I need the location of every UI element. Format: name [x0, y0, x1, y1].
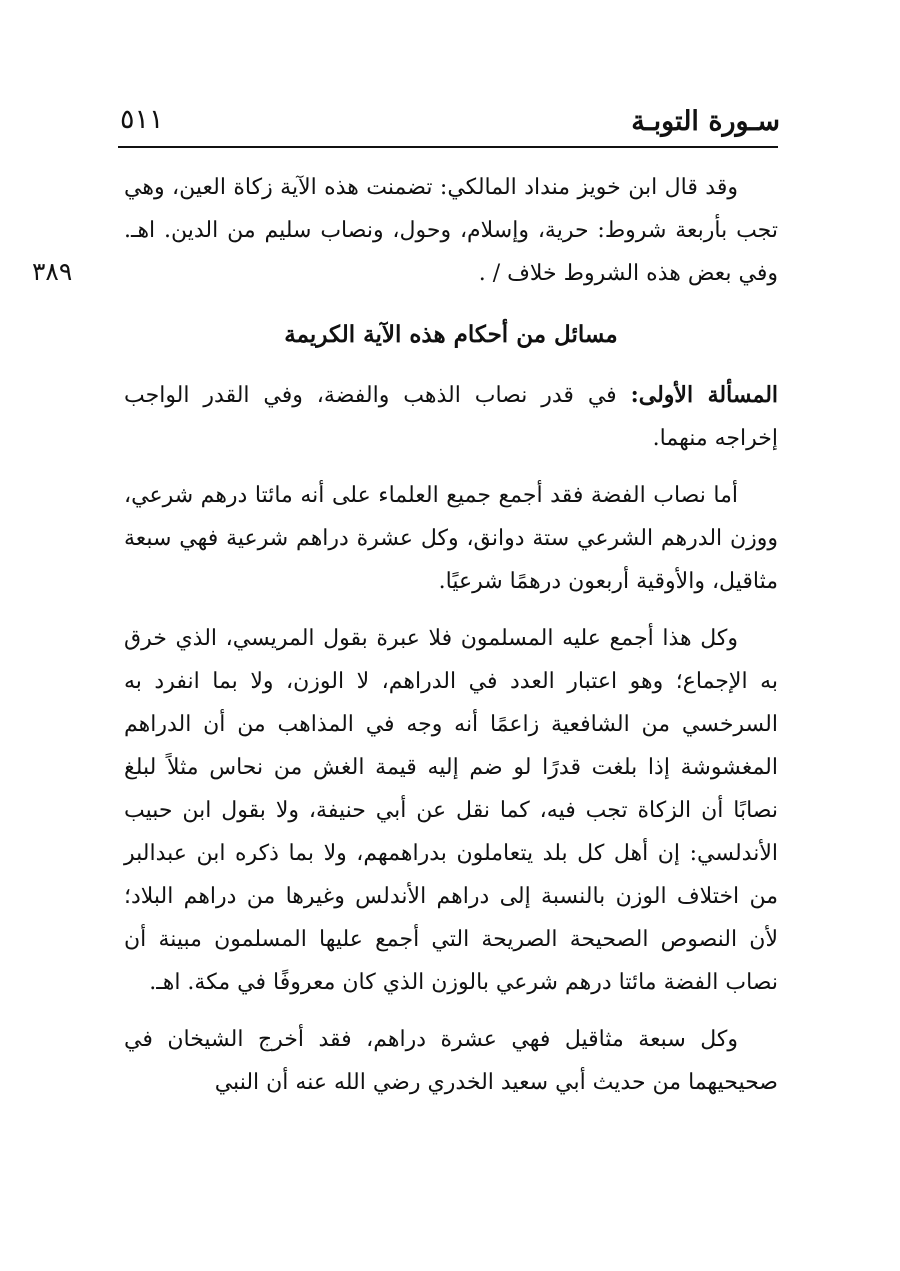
issue-text: في قدر نصاب الذهب والفضة، وفي القدر الواجب إخراجه منهما. [124, 383, 778, 451]
paragraph-1: وقد قال ابن خويز منداد المالكي: تضمنت هذه الآية زكاة العين، وهي تجب بأربعة شروط: حرية، وإسلام، وحول، ونصاب سليم من الدين. اهـ. وفي بعض هذه الشروط خلاف / . [124, 175, 778, 286]
paragraph-2 [124, 374, 778, 460]
header-divider [118, 146, 778, 148]
paragraph-5: وكل سبعة مثاقيل فهي عشرة دراهم، فقد أخرج الشيخان في صحيحيهما من حديث أبي سعيد الخدري رضي الله عنه أن النبي [124, 1027, 778, 1095]
running-header-title: سـورة التوبـة [631, 106, 780, 137]
page-body [124, 166, 778, 1118]
margin-page-reference: ٣٨٩ [32, 257, 73, 286]
issue-label: المسألة الأولى: [630, 382, 779, 408]
paragraph-3: أما نصاب الفضة فقد أجمع جميع العلماء على أنه مائتا درهم شرعي، ووزن الدرهم الشرعي ستة دوانق، وكل عشرة دراهم شرعية فهي سبعة مثاقيل، والأوقية أربعون درهمًا شرعيًا. [124, 483, 778, 594]
page-number: ٥١١ [120, 104, 164, 135]
paragraph-4: وكل هذا أجمع عليه المسلمون فلا عبرة بقول المريسي، الذي خرق به الإجماع؛ وهو اعتبار العدد في الدراهم، لا الوزن، ولا بما انفرد به السرخسي من الشافعية زاعمًا أنه وجه في المذاهب من أن الدراهم المغشوشة إذا بلغت قدرًا لو ضم إليه قيمة الغش من نحاس مثلاً لبلغ نصابًا أن الزكاة تجب فيه، كما نقل عن أبي حنيفة، ولا بقول ابن حبيب الأندلسي: إن أهل كل بلد يتعاملون بدراهمهم، ولا بما ذكره ابن عبدالبر من اختلاف الوزن بالنسبة إلى دراهم الأندلس وغيرها من دراهم البلاد؛ لأن النصوص الصحيحة الصريحة التي أجمع عليها المسلمون مبينة أن نصاب الفضة مائتا درهم شرعي بالوزن الذي كان معروفًا في مكة. اهـ. [124, 626, 778, 995]
section-heading: مسائل من أحكام هذه الآية الكريمة [284, 321, 618, 348]
